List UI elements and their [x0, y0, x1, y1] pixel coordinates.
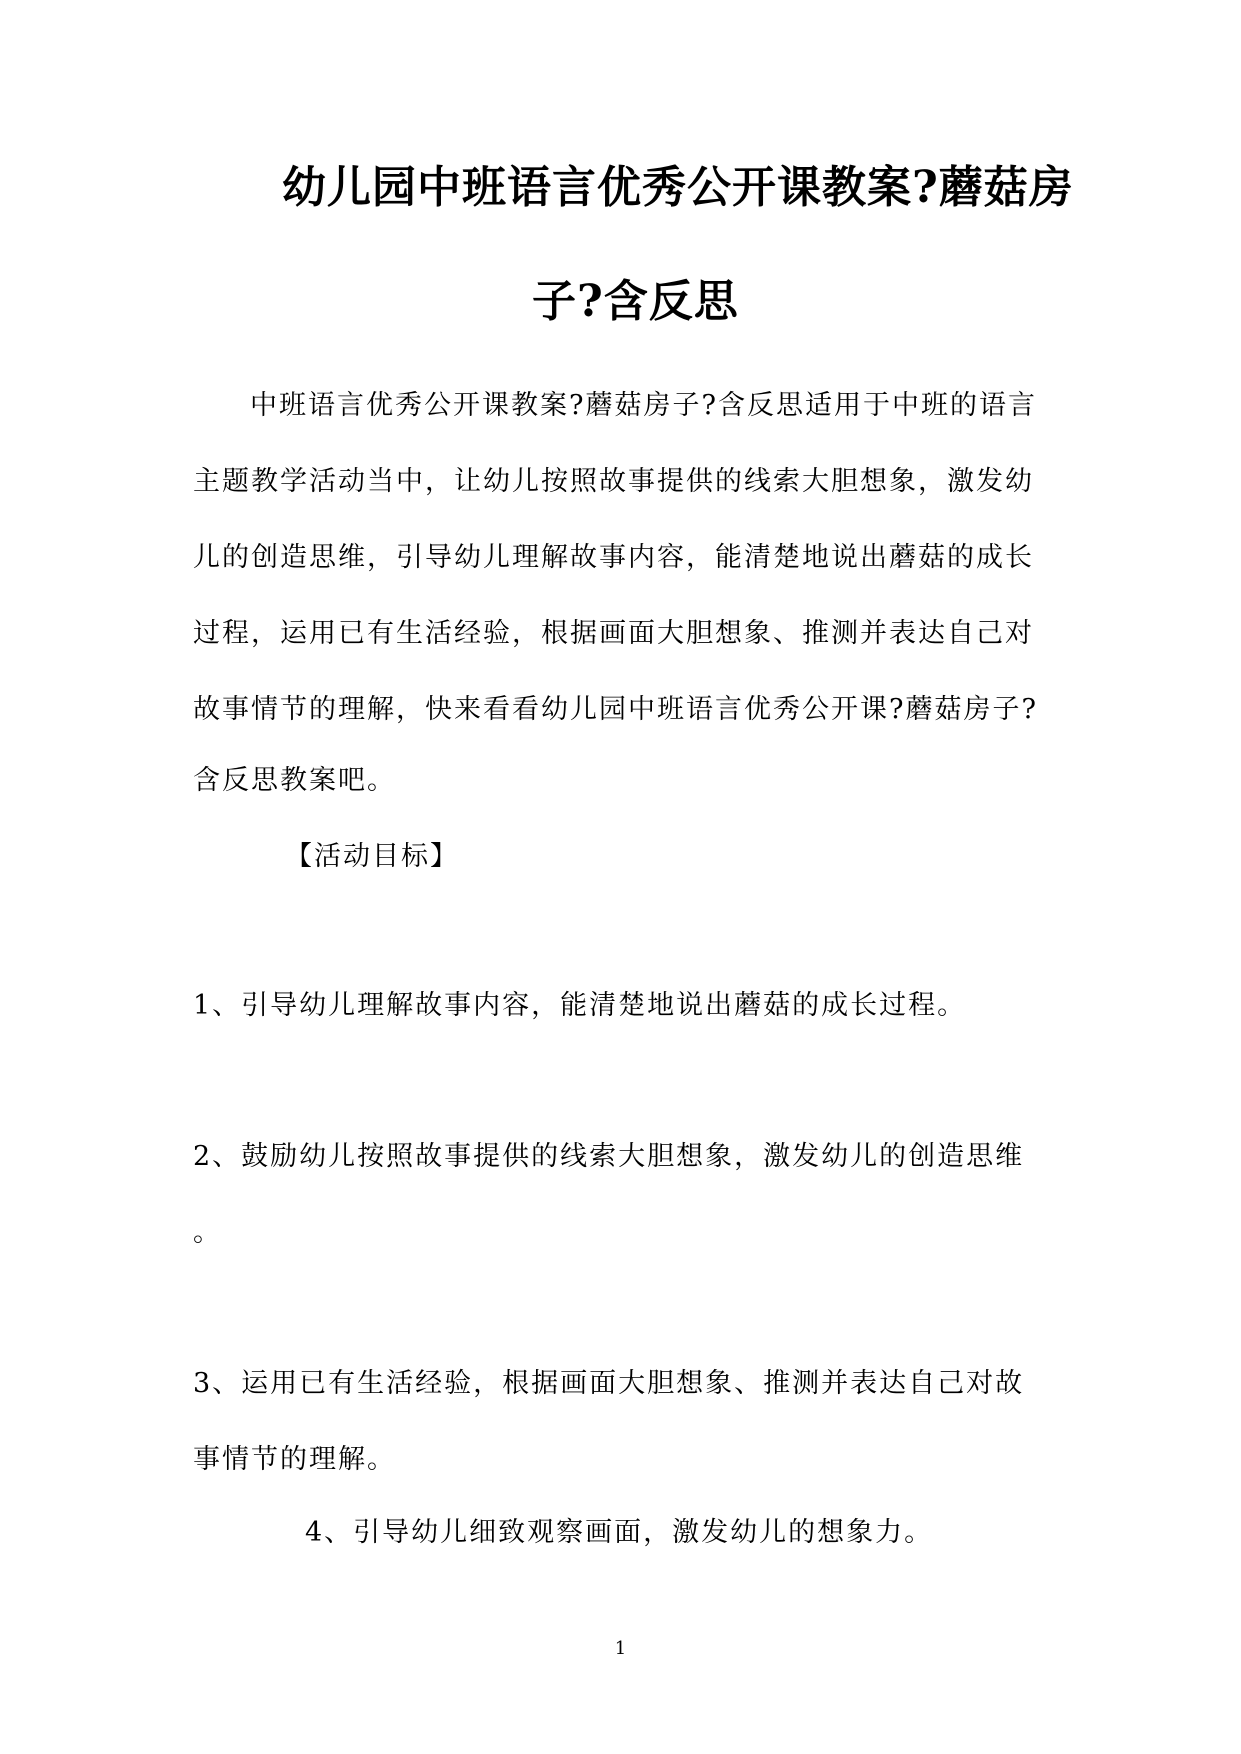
intro-line-2: 主题教学活动当中，让幼儿按照故事提供的线索大胆想象，激发幼	[193, 466, 1034, 497]
page-number: 1	[614, 1638, 627, 1659]
intro-line-5: 故事情节的理解，快来看看幼儿园中班语言优秀公开课?蘑菇房子?	[193, 694, 1038, 725]
intro-line-6: 含反思教案吧。	[193, 765, 396, 796]
goal-item-2-continued: 。	[193, 1217, 222, 1248]
intro-line-4: 过程，运用已有生活经验，根据画面大胆想象、推测并表达自己对	[193, 618, 1034, 649]
goal-item-3-continued: 事情节的理解。	[193, 1444, 396, 1475]
goal-item-2: 2、鼓励幼儿按照故事提供的线索大胆想象，激发幼儿的创造思维	[193, 1141, 1025, 1172]
section-heading-activity-goals: 【活动目标】	[285, 841, 459, 872]
document-title-line-1: 幼儿园中班语言优秀公开课教案?蘑菇房	[282, 162, 1074, 213]
document-title-line-2: 子?含反思	[532, 276, 739, 327]
goal-item-1: 1、引导幼儿理解故事内容，能清楚地说出蘑菇的成长过程。	[193, 990, 967, 1021]
goal-item-3: 3、运用已有生活经验，根据画面大胆想象、推测并表达自己对故	[193, 1368, 1025, 1399]
intro-line-1: 中班语言优秀公开课教案?蘑菇房子?含反思适用于中班的语言	[250, 390, 1037, 421]
goal-item-4: 4、引导幼儿细致观察画面，激发幼儿的想象力。	[305, 1517, 934, 1548]
intro-line-3: 儿的创造思维，引导幼儿理解故事内容，能清楚地说出蘑菇的成长	[193, 542, 1034, 573]
